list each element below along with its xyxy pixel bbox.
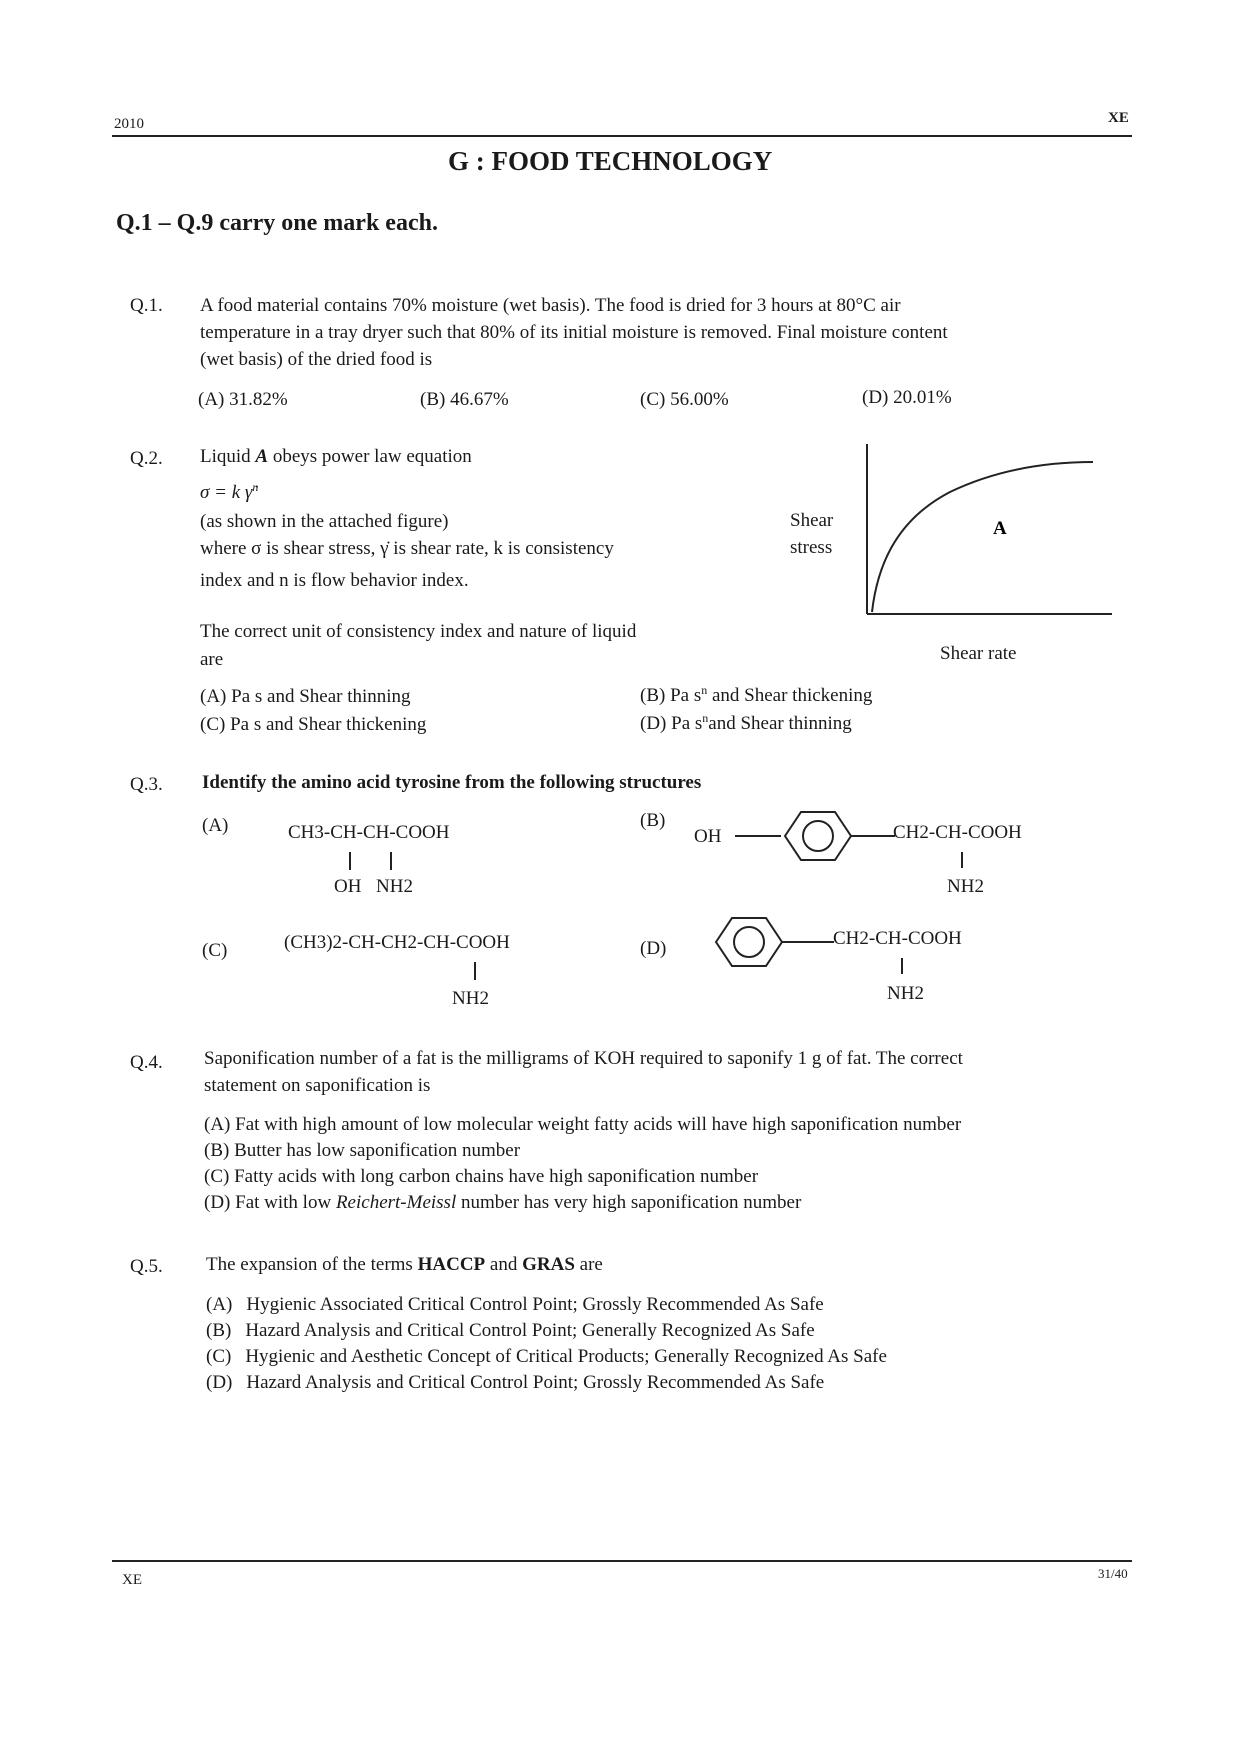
structure-d-chain: CH2-CH-COOH xyxy=(833,928,962,949)
q1-option-c: (C) 56.00% xyxy=(640,389,729,410)
structure-a-sub-nh2: NH2 xyxy=(376,876,413,897)
footer-page-number: 31/40 xyxy=(1098,1566,1128,1581)
q2-line-4: where σ is shear stress, γ̇ is shear rate, k is consistency xyxy=(200,538,614,559)
header-rule xyxy=(112,135,1132,137)
q4-text xyxy=(204,1045,1124,1099)
q1-line: A food material contains 70% moisture (wet basis). The food is dried for 3 hours at 80°C air xyxy=(200,295,901,316)
footer-rule xyxy=(112,1560,1132,1562)
q1-text xyxy=(200,292,1120,373)
structure-b-label: (B) xyxy=(640,810,666,831)
structure-b-sub: NH2 xyxy=(947,876,984,897)
structure-c-sub: NH2 xyxy=(452,988,489,1009)
structure-c-bond xyxy=(474,962,476,980)
figure-ylabel-1: Shear xyxy=(790,510,834,531)
header-paper-code: XE xyxy=(1108,110,1129,126)
figure-xlabel: Shear rate xyxy=(940,643,1017,664)
structure-c-chain: (CH3)2-CH-CH2-CH-COOH xyxy=(284,932,510,953)
structure-b-bond xyxy=(961,852,963,868)
q2-option-c: (C) Pa s and Shear thickening xyxy=(200,714,427,735)
q1-line: temperature in a tray dryer such that 80% of its initial moisture is removed. Final moisture content xyxy=(200,322,948,343)
q2-line-5: index and n is flow behavior index. xyxy=(200,570,469,591)
q2-option-a: (A) Pa s and Shear thinning xyxy=(200,686,411,707)
figure-ylabel-2: stress xyxy=(790,537,833,558)
structure-b-benzene-icon xyxy=(735,808,900,864)
q4-option-c: (C) Fatty acids with long carbon chains have high saponification number xyxy=(204,1166,759,1187)
q4-option-a: (A) Fat with high amount of low molecular weight fatty acids will have high saponification number xyxy=(204,1114,962,1135)
section-heading: Q.1 – Q.9 carry one mark each. xyxy=(116,210,438,236)
structure-b-chain: CH2-CH-COOH xyxy=(893,822,1022,843)
structure-b-oh: OH xyxy=(694,826,722,847)
structure-d-label: (D) xyxy=(640,938,667,959)
q1-option-d: (D) 20.01% xyxy=(862,387,952,408)
q3-number: Q.3. xyxy=(130,774,163,795)
q5-option-a: (A) Hygienic Associated Critical Control Point; Grossly Recommended As Safe xyxy=(206,1294,824,1315)
structure-a-chain: CH3-CH-CH-COOH xyxy=(288,822,450,843)
q2-option-b: (B) Pa $s^n$ and Shear thickening xyxy=(640,683,873,706)
footer-code: XE xyxy=(122,1572,142,1588)
q5-number: Q.5. xyxy=(130,1256,163,1277)
structure-a-bond-2 xyxy=(390,852,392,870)
q3-text: Identify the amino acid tyrosine from the following structures xyxy=(202,772,702,793)
header-year: 2010 xyxy=(114,116,144,132)
q2-line-7: are xyxy=(200,649,224,670)
structure-d-benzene-icon xyxy=(712,914,837,970)
q2-option-d: (D) Pa $s^nand$ Shear thinning xyxy=(640,711,852,734)
q5-option-b: (B) Hazard Analysis and Critical Control Point; Generally Recognized As Safe xyxy=(206,1320,815,1341)
shear-stress-figure xyxy=(860,440,1120,620)
q1-line: (wet basis) of the dried food is xyxy=(200,349,433,370)
q1-option-a: (A) 31.82% xyxy=(198,389,288,410)
q4-option-b: (B) Butter has low saponification number xyxy=(204,1140,521,1161)
structure-a-sub-oh: OH xyxy=(334,876,362,897)
q2-number: Q.2. xyxy=(130,448,163,469)
q2-line-1: Liquid A obeys power law equation xyxy=(200,446,472,467)
structure-c-label: (C) xyxy=(202,940,228,961)
page-title: G : FOOD TECHNOLOGY xyxy=(448,146,773,176)
q4-number: Q.4. xyxy=(130,1052,163,1073)
figure-curve-label: A xyxy=(993,518,1007,539)
structure-a-label: (A) xyxy=(202,815,229,836)
q4-line: statement on saponification is xyxy=(204,1075,431,1096)
structure-d-bond xyxy=(901,958,903,974)
q1-option-b: (B) 46.67% xyxy=(420,389,509,410)
q1-number: Q.1. xyxy=(130,295,163,316)
q5-option-d: (D) Hazard Analysis and Critical Control Point; Grossly Recommended As Safe xyxy=(206,1372,825,1393)
q2-equation: σ = k γ̇$^n$ xyxy=(200,480,259,503)
q2-line-3: (as shown in the attached figure) xyxy=(200,511,449,532)
structure-a-bond-1 xyxy=(349,852,351,870)
q5-option-c: (C) Hygienic and Aesthetic Concept of Critical Products; Generally Recognized As Safe xyxy=(206,1346,887,1367)
q4-option-d: (D) Fat with low Reichert-Meissl number has very high saponification number xyxy=(204,1192,802,1213)
q4-line: Saponification number of a fat is the milligrams of KOH required to saponify 1 g of fat. The correct xyxy=(204,1048,963,1069)
q5-text: The expansion of the terms HACCP and GRAS are xyxy=(206,1254,603,1275)
figure-curve xyxy=(872,462,1093,612)
q2-line-6: The correct unit of consistency index and nature of liquid xyxy=(200,621,637,642)
structure-d-sub: NH2 xyxy=(887,983,924,1004)
